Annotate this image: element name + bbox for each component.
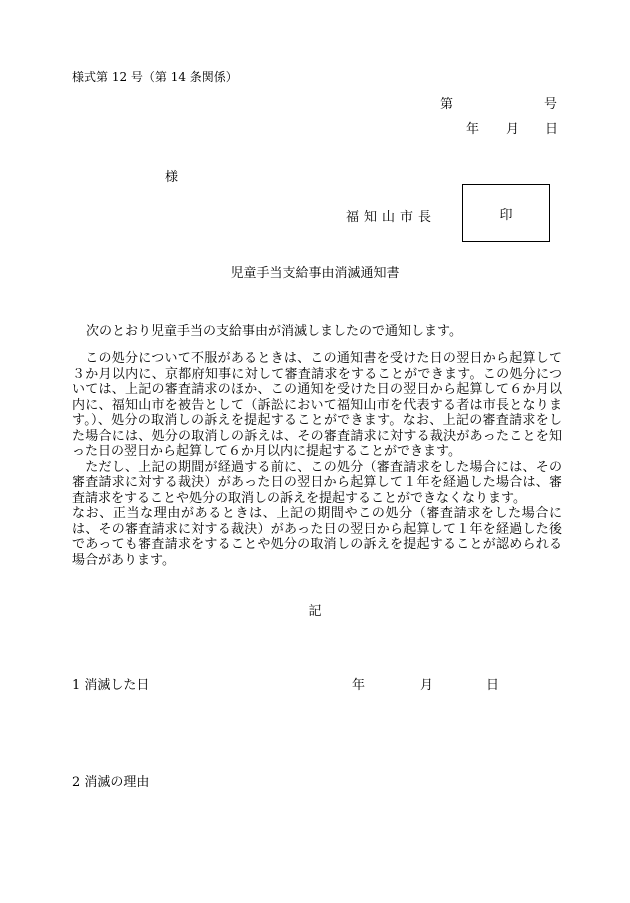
sender-mayor: 福知山市長 [346,210,437,225]
appeal-notice-body [72,351,562,568]
issue-date-day-label: 日 [545,122,559,137]
document-number-label: 第 [440,97,454,112]
item-extinguished-day-label: 日 [486,678,500,693]
appeal-paragraph-3: なお、正当な理由があるときは、上記の期間やこの処分（審査請求をした場合には、その審査請求に対する裁決）があった日の翌日から起算して１年を経過した後であっても審査請求をすることや処分の取消しの訴えを提起することが認められる場合があります。 [72,506,562,568]
issue-date-year-label: 年 [466,122,480,137]
item-extinguished-date-label: 1 消滅した日 [72,678,150,693]
appeal-paragraph-2: ただし、上記の期間が経過する前に、この処分（審査請求をした場合には、その審査請求に対する裁決）があった日の翌日から起算して１年を経過した場合は、審査請求をすることや処分の取消しの訴えを提起することができなくなります。 [72,459,562,506]
intro-text: 次のとおり児童手当の支給事由が消滅しましたので通知します。 [86,324,462,339]
document-title: 児童手当支給事由消滅通知書 [230,266,400,281]
item-extinguished-reason-label: 2 消滅の理由 [72,775,150,790]
item-extinguished-year-label: 年 [352,678,366,693]
document-number-suffix: 号 [544,97,558,112]
seal-mark: 印 [499,207,513,223]
item-extinguished-month-label: 月 [420,678,434,693]
form-number: 様式第 12 号（第 14 条関係） [72,70,238,84]
recipient-honorific: 様 [165,170,179,185]
ki-heading: 記 [308,604,322,619]
appeal-paragraph-1: この処分について不服があるときは、この通知書を受けた日の翌日から起算して３か月以内に、京都府知事に対して審査請求をすることができます。この処分については、上記の審査請求のほか、この通知を受けた日の翌日から起算して６か月以内に、福知山市を被告として（訴訟において福知山市を代表する者は市長となります。）、処分の取消しの訴えを提起することができます。なお、上記の審査請求をした場合には、処分の取消しの訴えは、その審査請求に対する裁決があったことを知った日の翌日から起算して６か月以内に提起することができます。 [72,351,562,459]
seal-box [462,184,550,242]
issue-date-month-label: 月 [506,122,520,137]
